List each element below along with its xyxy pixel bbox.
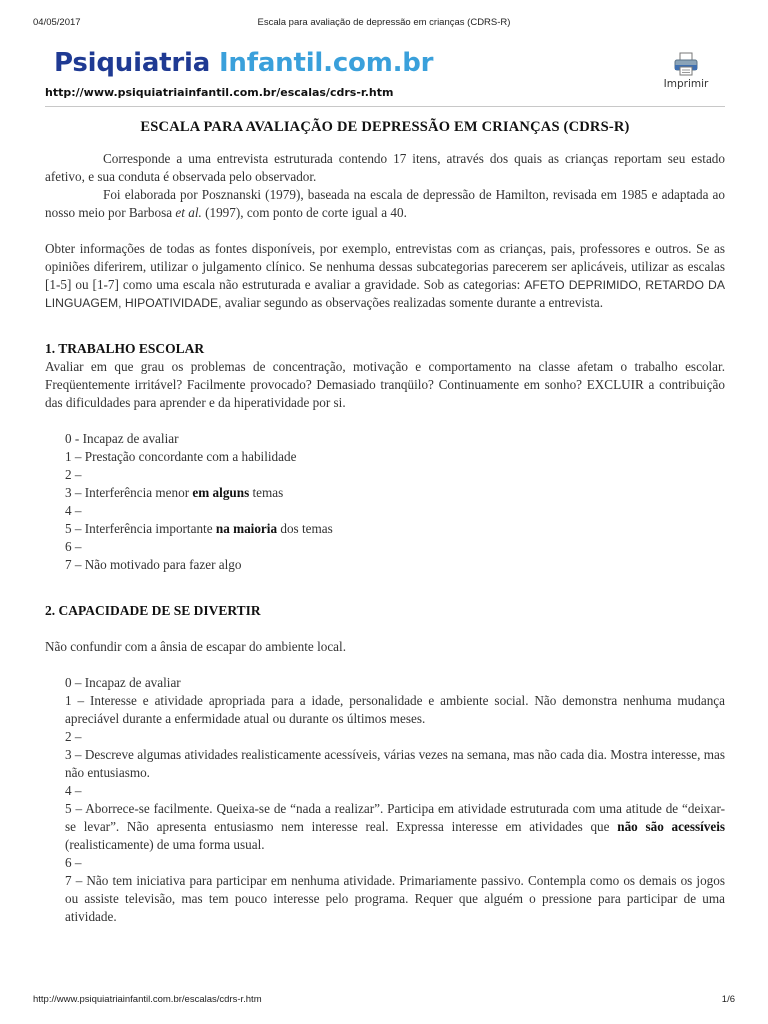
logo-part1: Psiquiatria (54, 48, 219, 78)
instructions-paragraph: Obter informações de todas as fontes disponíveis, por exemplo, entrevistas com as crianças, pais, professores e outros. Se as opiniões diferirem, utilizar o julgamento clínico. Se nenhuma dessas subcategorias parecerem ser aplicáveis, utilizar as escalas [1-5] ou [1-7] como uma escala não estruturada e avaliar a gravidade. Sob as categorias: AFETO DEPRIMIDO, RETARDO DA LINGUAGEM, HIPOATIVIDADE, avaliar segundo as observações realizadas somente durante a entrevista. (45, 241, 725, 310)
section-1-option-3: 3 – Interferência menor em alguns temas (65, 485, 284, 500)
section-1-option-0: 0 - Incapaz de avaliar (65, 431, 179, 446)
section-2-option-3: 3 – Descreve algumas atividades realisticamente acessíveis, várias vezes na semana, mas não cada dia. Mostra interesse, mas não entusiasmo. (65, 747, 725, 780)
section-2-title: 2. CAPACIDADE DE SE DIVERTIR (45, 603, 261, 618)
site-url[interactable]: http://www.psiquiatriainfantil.com.br/escalas/cdrs-r.htm (45, 86, 394, 99)
printer-icon (673, 52, 699, 76)
print-header (33, 17, 735, 28)
section-2-option-5: 5 – Aborrece-se facilmente. Queixa-se de “nada a realizar”. Participa em atividade estruturada com uma atitude de “deixar-se levar”. Não apresenta entusiasmo nem interesse real. Expressa interesse em atividades que não são acessíveis (realisticamente) de uma forma usual. (65, 801, 725, 852)
section-1-option-6: 6 – (65, 539, 82, 554)
document-body (45, 118, 725, 926)
print-button-label: Imprimir (663, 78, 709, 90)
section-1-description: Avaliar em que grau os problemas de concentração, motivação e comportamento na classe afetam o trabalho escolar. Freqüentemente irritável? Facilmente provocado? Demasiado tranqüilo? Continuamente em sonho? EXCLUIR a contribuição das dificuldades para aprender e da hiperatividade por si. (45, 359, 725, 410)
section-1-option-5: 5 – Interferência importante na maioria dos temas (65, 521, 333, 536)
section-2-option-1: 1 – Interesse e atividade apropriada para a idade, personalidade e ambiente social. Não demonstra nenhuma mudança apreciável durante a enfermidade atual ou durante os últimos meses. (65, 693, 725, 726)
section-1-options (45, 430, 725, 574)
logo-part2: Infantil.com.br (218, 48, 434, 78)
section-2-option-4: 4 – (65, 783, 82, 798)
section-1-option-4: 4 – (65, 503, 82, 518)
intro-emphasis: et al. (175, 205, 202, 220)
footer-page-number: 1/6 (721, 994, 735, 1005)
intro-paragraph-1: Corresponde a uma entrevista estruturada contendo 17 itens, através dos quais as crianças reportam seu estado afetivo, e sua conduta é observada pelo observador. (45, 151, 725, 184)
section-1-option-2: 2 – (65, 467, 82, 482)
print-button[interactable] (658, 52, 714, 90)
print-date: 04/05/2017 (33, 17, 81, 28)
print-footer (33, 994, 735, 1005)
section-2-options (45, 674, 725, 926)
header-divider (45, 106, 725, 107)
section-2-option-0: 0 – Incapaz de avaliar (65, 675, 181, 690)
intro-paragraph-2: Foi elaborada por Posznanski (1979), baseada na escala de depressão de Hamilton, revisada em 1985 e adaptada ao nosso meio por Barbosa et al. (1997), com ponto de corte igual a 40. (45, 187, 725, 220)
footer-url: http://www.psiquiatriainfantil.com.br/escalas/cdrs-r.htm (33, 994, 262, 1005)
instructions-categories: AFETO DEPRIMIDO, RETARDO DA LINGUAGEM, HIPOATIVIDADE, (45, 278, 725, 310)
section-2-option-7: 7 – Não tem iniciativa para participar em nenhuma atividade. Primariamente passivo. Contempla como os demais os jogos ou assiste televisão, mas tem pouco interesse pelo programa. Requer que alguém o pressione para participar de uma atividade. (65, 873, 725, 924)
document-title: ESCALA PARA AVALIAÇÃO DE DEPRESSÃO EM CRIANÇAS (CDRS-R) (140, 119, 630, 135)
print-page-title: Escala para avaliação de depressão em crianças (CDRS-R) (257, 17, 511, 28)
section-2-description: Não confundir com a ânsia de escapar do ambiente local. (45, 639, 346, 654)
section-2-option-2: 2 – (65, 729, 82, 744)
section-1-title: 1. TRABALHO ESCOLAR (45, 341, 205, 356)
section-1-option-7: 7 – Não motivado para fazer algo (65, 557, 242, 572)
section-1-option-1: 1 – Prestação concordante com a habilidade (65, 449, 297, 464)
section-2-option-6: 6 – (65, 855, 82, 870)
site-logo[interactable] (54, 48, 433, 78)
